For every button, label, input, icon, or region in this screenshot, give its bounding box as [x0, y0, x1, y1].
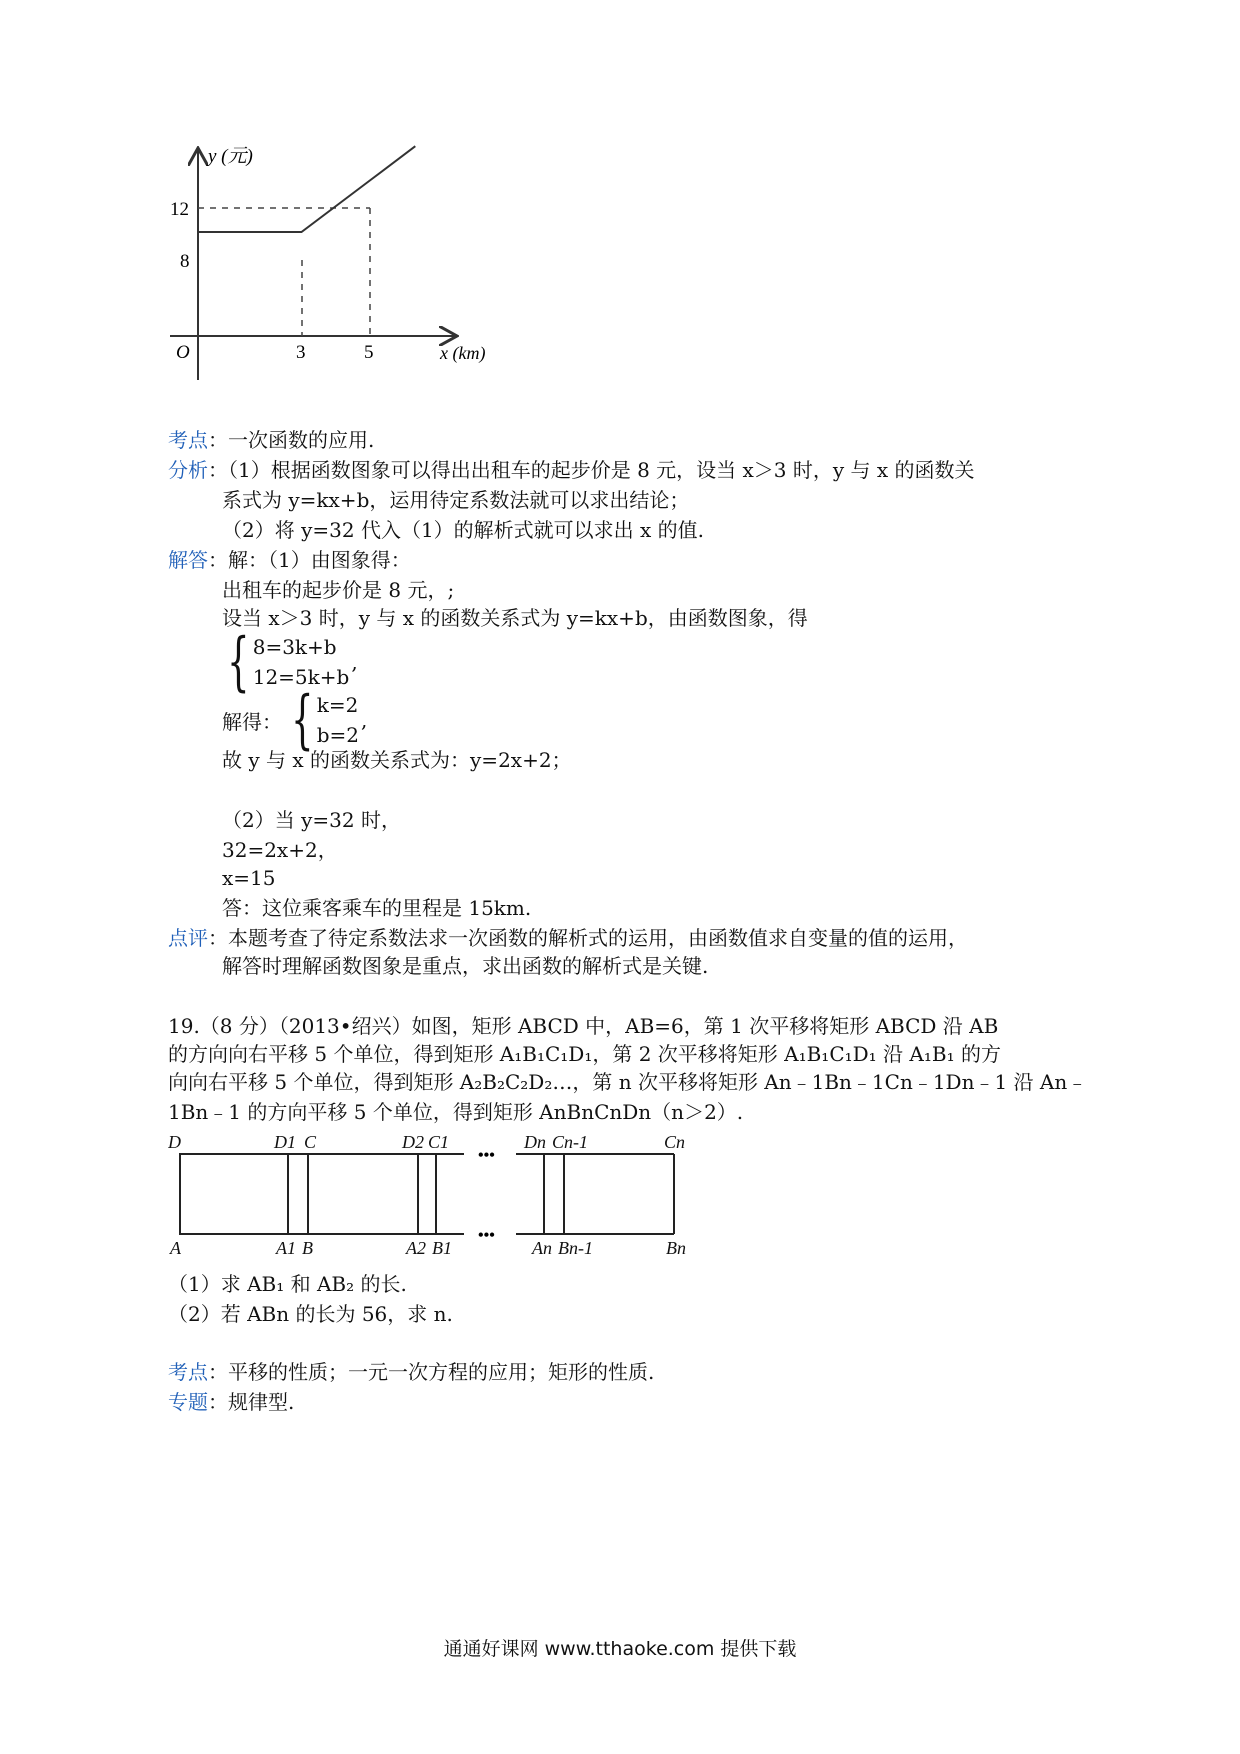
eq-1a: 8=3k+b [252, 635, 337, 659]
jieda-text-3: 设当 x＞3 时，y 与 x 的函数关系式为 y=kx+b，由函数图象，得 [222, 606, 808, 630]
brace-1: { [227, 625, 250, 699]
dianping-row [168, 924, 968, 952]
fenxi-row [168, 456, 975, 484]
label-C1: C1 [428, 1132, 450, 1152]
label-D: D [168, 1132, 181, 1152]
jieda-tag: 解答 [168, 548, 208, 572]
label-Bn: Bn [666, 1238, 686, 1258]
label-D2: D2 [402, 1132, 424, 1152]
part2-line-2: 32=2x+2， [222, 838, 338, 862]
y-axis-label: y (元) [208, 146, 253, 167]
page-footer: 通通好课网 www.tthaoke.com 提供下载 [443, 1638, 797, 1660]
x-axis-label: x (km) [440, 343, 486, 363]
label-B1: B1 [432, 1238, 452, 1258]
jieda-row [168, 546, 411, 574]
q19-zhuanti-text: ：规律型. [208, 1390, 295, 1414]
q19-kaodian-text: ：平移的性质；一元一次方程的应用；矩形的性质. [208, 1360, 655, 1384]
label-Cn: Cn [664, 1132, 686, 1152]
ellipsis-bottom: ••• [478, 1227, 495, 1244]
label-A: A [170, 1238, 181, 1258]
label-D1: D1 [274, 1132, 296, 1152]
q19-kaodian-tag: 考点 [168, 1360, 208, 1384]
dianping-text-1: ：本题考查了待定系数法求一次函数的解析式的运用，由函数值求自变量的值的运用， [208, 926, 968, 950]
eq-2a: k=2 [316, 693, 359, 717]
q19-sub-1: （1）求 AB₁ 和 AB₂ 的长. [168, 1272, 407, 1296]
label-Dn: Dn [524, 1132, 546, 1152]
y-tick-12: 12 [170, 199, 189, 220]
function-graph [170, 140, 550, 400]
brace-2: { [291, 683, 314, 757]
q19-sub-2: （2）若 ABn 的长为 56，求 n. [168, 1302, 453, 1326]
jieda-text-2: 出租车的起步价是 8 元，; [222, 578, 455, 602]
ellipsis-top: ••• [478, 1147, 495, 1164]
dianping-text-2: 解答时理解函数图象是重点，求出函数的解析式是关键. [222, 954, 709, 978]
sys1-comma: , [351, 650, 358, 674]
jieda-text-1: ：解：（1）由图象得： [208, 548, 411, 572]
x-tick-3: 3 [296, 342, 306, 363]
label-B: B [302, 1238, 313, 1258]
fenxi-text-3: （2）将 y=32 代入（1）的解析式就可以求出 x 的值. [222, 518, 705, 542]
label-A1: A1 [276, 1238, 296, 1258]
part2-line-1: （2）当 y=32 时， [222, 808, 401, 832]
gu-text: 故 y 与 x 的函数关系式为：y=2x+2； [222, 748, 572, 772]
fenxi-text-2: 系式为 y=kx+b，运用待定系数法就可以求出结论； [222, 488, 690, 512]
dianping-tag: 点评 [168, 926, 208, 950]
q19-line-1: 19.（8 分）（2013•绍兴）如图，矩形 ABCD 中，AB=6，第 1 次平移将矩形 ABCD 沿 AB [168, 1014, 999, 1038]
q19-line-2: 的方向向右平移 5 个单位，得到矩形 A₁B₁C₁D₁，第 2 次平移将矩形 A₁B₁C₁D₁ 沿 A₁B₁ 的方 [168, 1042, 1001, 1066]
label-A2: A2 [406, 1238, 426, 1258]
eq-2b: b=2 [316, 723, 360, 747]
kaodian-tag: 考点 [168, 428, 208, 452]
label-Bn-1: Bn-1 [558, 1238, 593, 1258]
part2-line-3: x=15 [222, 866, 276, 890]
equation-system-1 [218, 625, 358, 699]
q19-line-3: 向向右平移 5 个单位，得到矩形 A₂B₂C₂D₂…，第 n 次平移将矩形 An﹣1Bn﹣1Cn﹣1Dn﹣1 沿 An﹣ [168, 1070, 1088, 1094]
kaodian-row [168, 426, 374, 454]
fenxi-text-1: ：（1）根据函数图象可以得出出租车的起步价是 8 元，设当 x＞3 时，y 与 x 的函数关 [208, 458, 975, 482]
sys2-comma: , [361, 708, 368, 732]
jiede-label: 解得： [222, 709, 282, 734]
x-tick-5: 5 [364, 342, 374, 363]
equation-system-2 [222, 683, 368, 757]
eq-1b: 12=5k+b [252, 665, 350, 689]
rectangle-translation-diagram [168, 1130, 698, 1260]
q19-line-4: 1Bn﹣1 的方向平移 5 个单位，得到矩形 AnBnCnDn（n＞2）. [168, 1100, 744, 1124]
fenxi-tag: 分析 [168, 458, 208, 482]
q19-zhuanti-row [168, 1388, 294, 1416]
y-tick-8: 8 [180, 251, 190, 272]
origin-label: O [176, 342, 190, 363]
label-C: C [304, 1132, 317, 1152]
q19-zhuanti-tag: 专题 [168, 1390, 208, 1414]
kaodian-text: ：一次函数的应用. [208, 428, 375, 452]
q19-kaodian-row [168, 1358, 654, 1386]
label-An: An [532, 1238, 552, 1258]
part2-line-4: 答：这位乘客乘车的里程是 15km. [222, 896, 532, 920]
label-Cn-1: Cn-1 [552, 1132, 588, 1152]
